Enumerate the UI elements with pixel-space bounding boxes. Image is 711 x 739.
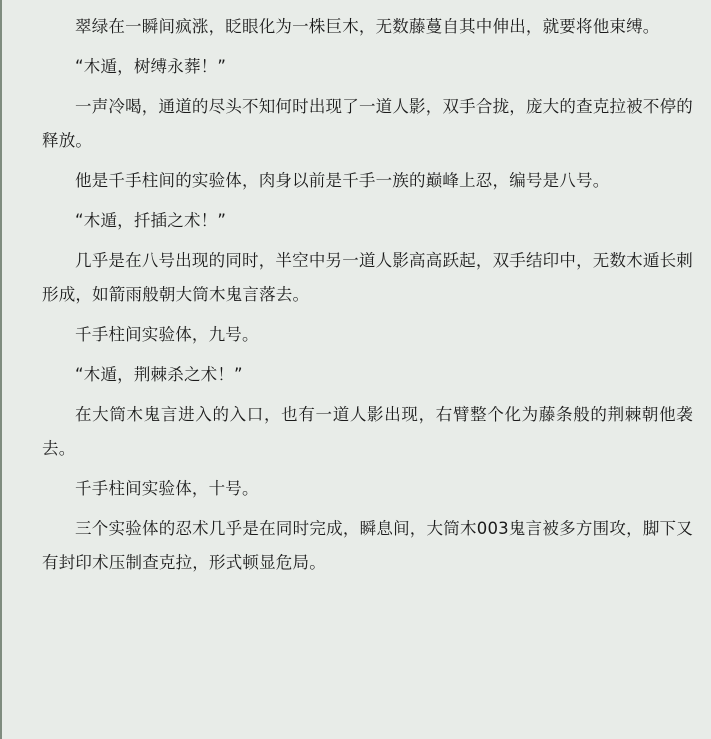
chapter-text-body — [2, 0, 711, 580]
paragraph: 他是千手柱间的实验体，肉身以前是千手一族的巅峰上忍，编号是八号。 — [75, 171, 610, 190]
paragraph: 几乎是在八号出现的同时，半空中另一道人影高高跃起，双手结印中，无数木遁长刺形成，如箭雨般朝大筒木鬼言落去。 — [42, 251, 693, 304]
paragraph: 翠绿在一瞬间疯涨，眨眼化为一株巨木，无数藤蔓自其中伸出，就要将他束缚。 — [75, 17, 660, 36]
paragraph: 一声冷喝，通道的尽头不知何时出现了一道人影，双手合拢，庞大的查克拉被不停的释放。 — [42, 97, 693, 150]
paragraph: 三个实验体的忍术几乎是在同时完成，瞬息间，大筒木003鬼言被多方围攻，脚下又有封印术压制查克拉，形式顿显危局。 — [42, 519, 693, 572]
paragraph: 千手柱间实验体，十号。 — [75, 479, 259, 498]
paragraph: “木遁，树缚永葬！” — [75, 57, 227, 76]
paragraph: “木遁，荆棘杀之术！” — [75, 365, 243, 384]
paragraph: 千手柱间实验体，九号。 — [75, 325, 259, 344]
paragraph: 在大筒木鬼言进入的入口，也有一道人影出现，右臂整个化为藤条般的荆棘朝他袭去。 — [42, 405, 693, 458]
paragraph: “木遁，扦插之术！” — [75, 211, 227, 230]
